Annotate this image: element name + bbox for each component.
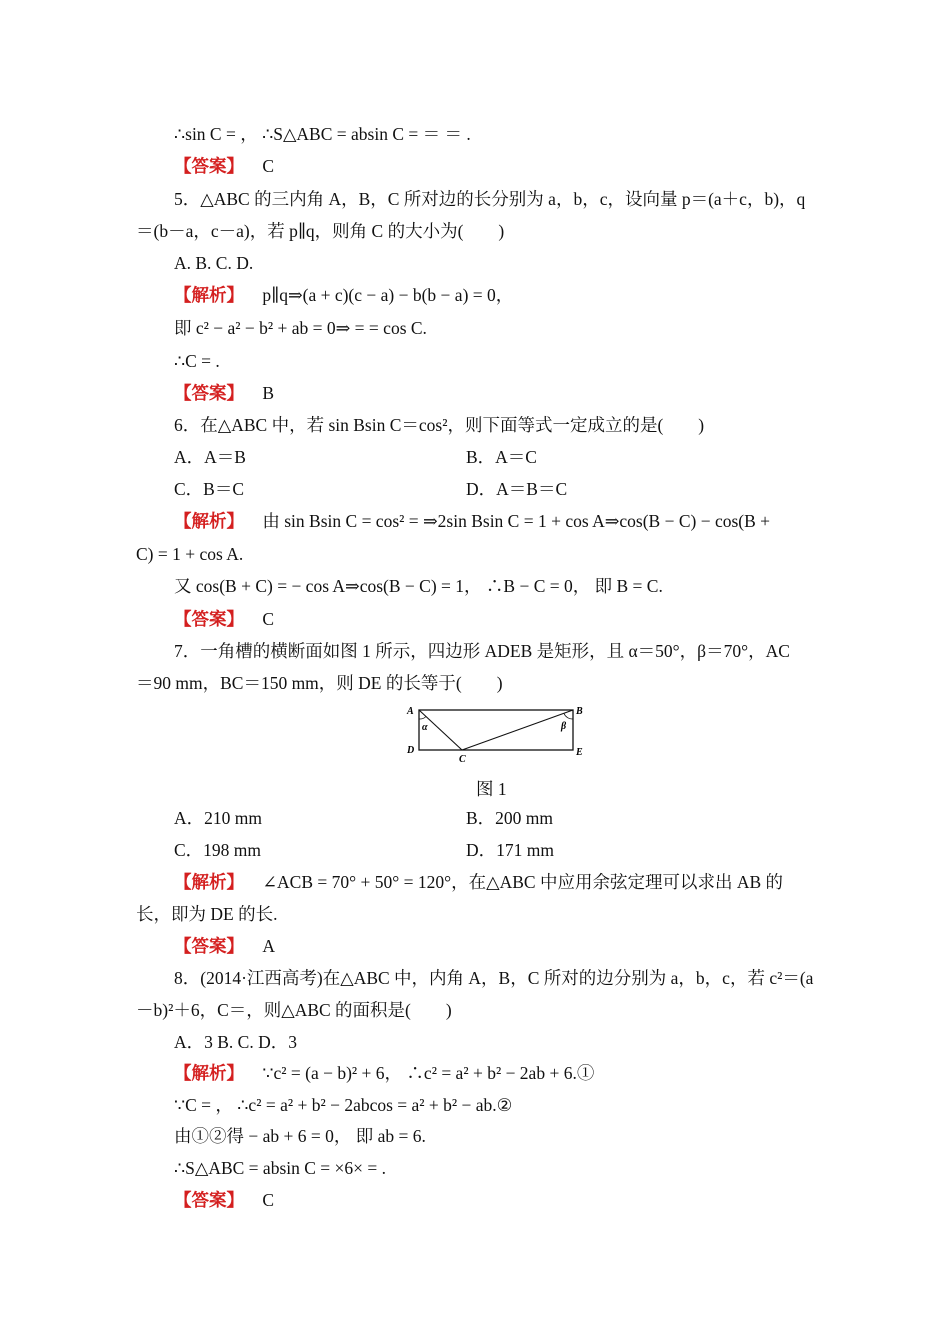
option-a: A．210 mm <box>174 808 262 828</box>
analysis-text: p∥q⇒(a + c)(c − a) − b(b − a) = 0， <box>262 285 514 305</box>
option-d: D．171 mm <box>466 840 554 860</box>
analysis-text: ∠ACB = 70° + 50° = 120°，在△ABC 中应用余弦定理可以求出 AB 的 <box>262 872 783 892</box>
answer-label: 【答案】 <box>174 1190 244 1210</box>
option-a: A．A＝B <box>174 447 246 467</box>
text-line: C) = 1 + cos A. <box>136 544 244 564</box>
question-7: 7．一角槽的横断面如图 1 所示，四边形 ADEB 是矩形，且 α＝50°，β＝70°，AC <box>174 641 790 661</box>
answer-row <box>174 155 274 177</box>
question-5: 5．△ABC 的三内角 A，B，C 所对边的长分别为 a，b，c，设向量 p＝(a＋c，b)，q <box>174 189 806 209</box>
text-line: 由①②得 − ab + 6 = 0， 即 ab = 6. <box>174 1126 426 1146</box>
answer-label: 【答案】 <box>174 609 244 629</box>
text-line: ∴C = . <box>174 351 220 371</box>
analysis-row <box>174 871 783 893</box>
answer-label: 【答案】 <box>174 383 244 403</box>
point-b: B <box>576 706 583 717</box>
analysis-row <box>174 284 513 306</box>
answer-row <box>174 382 274 404</box>
text-line: ∴sin C = ， ∴S△ABC = absin C = ＝ ＝ . <box>174 124 471 144</box>
analysis-label: 【解析】 <box>174 1063 244 1083</box>
segment-bc <box>462 710 573 750</box>
text-line: ∵C = ， ∴c² = a² + b² − 2abcos = a² + b² − ab.② <box>174 1095 513 1115</box>
angle-beta-arc <box>564 714 573 720</box>
options: A. B. C. D. <box>174 253 254 273</box>
text-line: ＝90 mm，BC＝150 mm，则 DE 的长等于( ) <box>136 673 503 693</box>
analysis-text: ∵c² = (a − b)² + 6， ∴c² = a² + b² − 2ab + 6.① <box>262 1063 595 1083</box>
option-c: C．B＝C <box>174 479 245 499</box>
angle-alpha: α <box>422 722 428 733</box>
text-line: ＝(b－a，c－a)，若 p∥q，则角 C 的大小为( ) <box>136 221 505 241</box>
answer-value: C <box>262 156 275 176</box>
figure-caption: 图 1 <box>476 779 507 799</box>
analysis-label: 【解析】 <box>174 511 244 531</box>
point-e: E <box>576 747 583 758</box>
figure-1 <box>404 701 590 767</box>
option-b: B．A＝C <box>466 447 537 467</box>
answer-value: C <box>262 1190 275 1210</box>
angle-alpha-arc <box>419 717 426 720</box>
text-line: －b)²＋6，C＝，则△ABC 的面积是( ) <box>136 1000 452 1020</box>
answer-label: 【答案】 <box>174 156 244 176</box>
analysis-label: 【解析】 <box>174 872 244 892</box>
answer-label: 【答案】 <box>174 936 244 956</box>
answer-row <box>174 608 274 630</box>
analysis-row <box>174 1062 594 1084</box>
answer-row <box>174 1189 274 1211</box>
question-6: 6．在△ABC 中，若 sin Bsin C＝cos²，则下面等式一定成立的是( ) <box>174 415 705 435</box>
text-line: 即 c² − a² − b² + ab = 0⇒ = = cos C. <box>174 318 427 338</box>
answer-row <box>174 935 275 957</box>
answer-value: A <box>262 936 276 956</box>
analysis-row <box>174 510 770 532</box>
angle-beta: β <box>561 721 567 732</box>
text-line: 长，即为 DE 的长. <box>136 904 278 924</box>
option-c: C．198 mm <box>174 840 262 860</box>
point-a: A <box>407 706 414 717</box>
option-d: D．A＝B＝C <box>466 479 568 499</box>
answer-value: C <box>262 609 275 629</box>
options: A．3 B. C. D．3 <box>174 1032 297 1052</box>
point-d: D <box>407 745 415 756</box>
text-line: 又 cos(B + C) = − cos A⇒cos(B − C) = 1， ∴B − C = 0， 即 B = C. <box>174 576 663 596</box>
answer-value: B <box>262 383 275 403</box>
analysis-label: 【解析】 <box>174 285 244 305</box>
rectangle-adeb <box>419 710 573 750</box>
point-c: C <box>459 754 466 765</box>
text-line: ∴S△ABC = absin C = ×6× = . <box>174 1158 387 1178</box>
analysis-text: 由 sin Bsin C = cos² = ⇒2sin Bsin C = 1 + cos A⇒cos(B − C) − cos(B + <box>262 511 771 531</box>
option-b: B．200 mm <box>466 808 554 828</box>
question-8: 8．(2014·江西高考)在△ABC 中，内角 A，B，C 所对的边分别为 a，b，c，若 c²＝(a <box>174 968 814 988</box>
